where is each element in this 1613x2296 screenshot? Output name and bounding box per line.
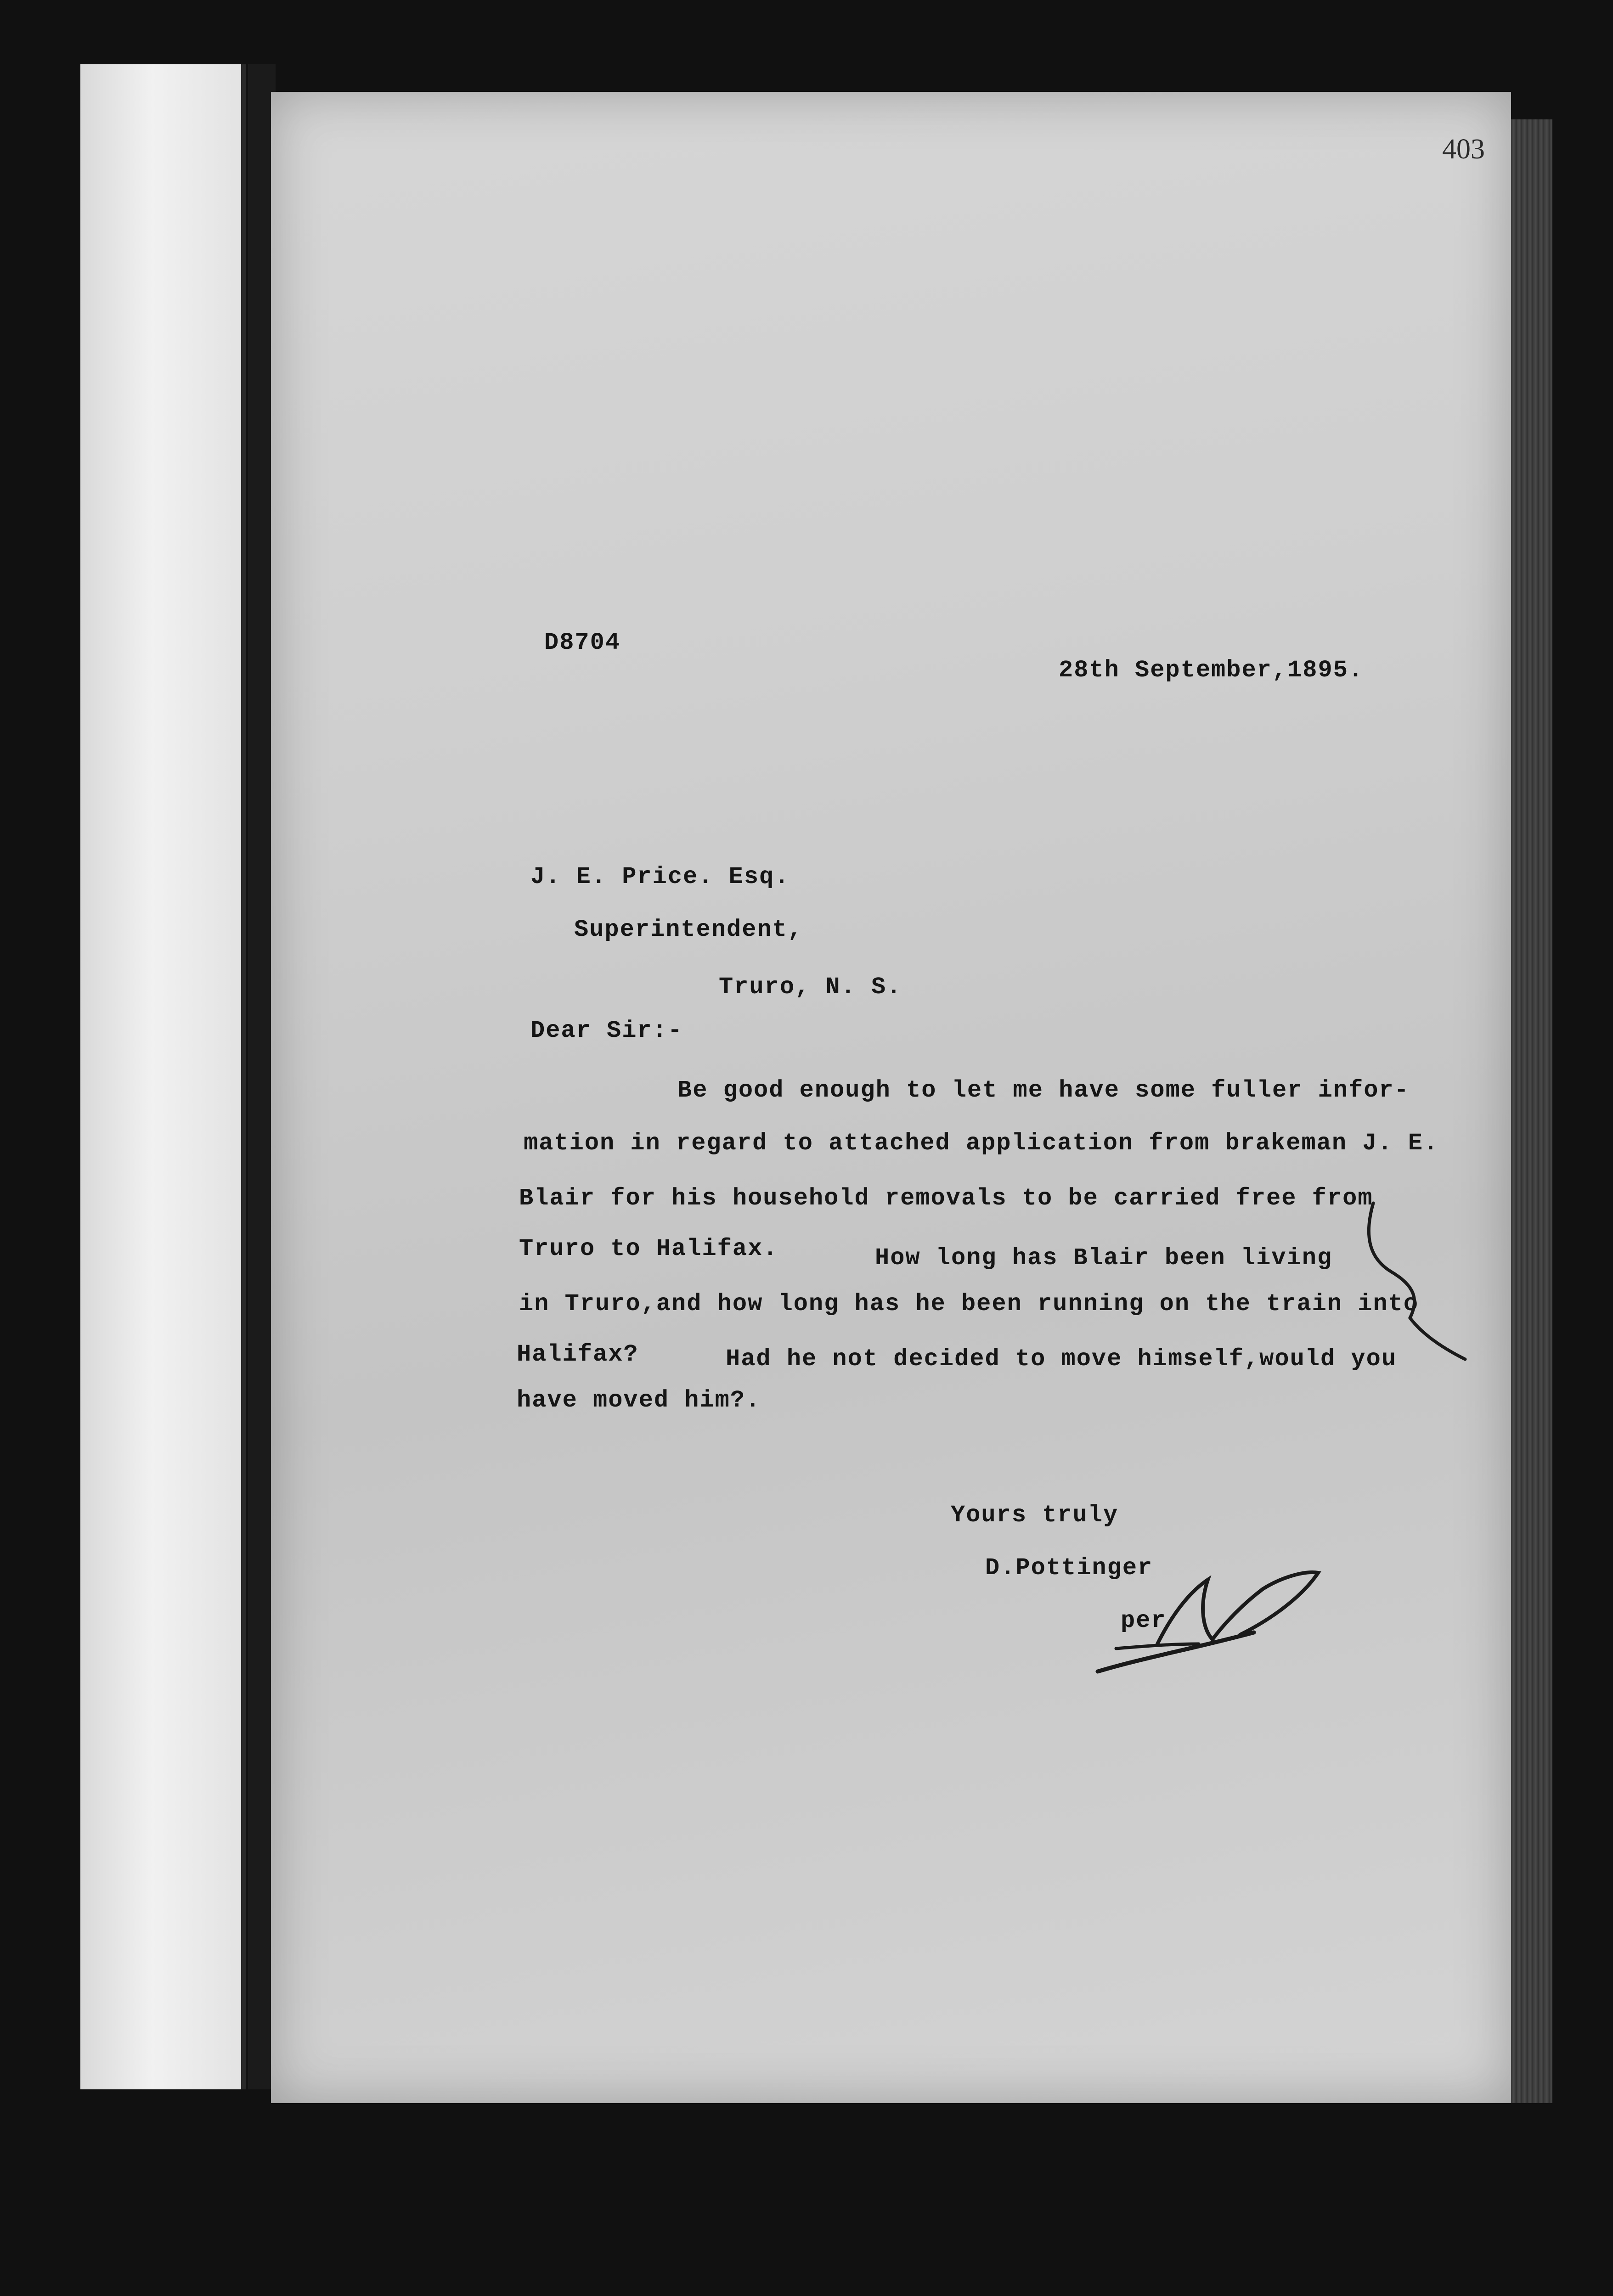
- body-line: How long has Blair been living: [875, 1244, 1333, 1272]
- recipient-title: Superintendent,: [574, 916, 803, 943]
- letter-reference: D8704: [544, 629, 621, 656]
- body-line: Had he not decided to move himself,would you: [726, 1345, 1397, 1373]
- salutation: Dear Sir:-: [530, 1017, 683, 1044]
- sender-name: D.Pottinger: [985, 1554, 1153, 1581]
- body-line: mation in regard to attached application from brakeman J. E.: [524, 1130, 1439, 1157]
- margin-pencil-mark: [1364, 1194, 1474, 1368]
- letter-date: 28th September,1895.: [1059, 657, 1364, 684]
- handwritten-signature: [1088, 1552, 1327, 1690]
- closing: Yours truly: [951, 1502, 1119, 1529]
- body-line: Halifax?: [517, 1341, 639, 1368]
- recipient-location: Truro, N. S.: [719, 974, 902, 1001]
- recipient-name: J. E. Price. Esq.: [530, 863, 790, 890]
- left-page-strip: [80, 64, 246, 2089]
- body-line: in Truro,and how long has he been running on the train into: [519, 1290, 1419, 1317]
- body-line: have moved him?.: [517, 1387, 761, 1414]
- per-text: per: [1121, 1607, 1167, 1634]
- body-line: Blair for his household removals to be carried free from: [519, 1185, 1373, 1212]
- body-line: Truro to Halifax.: [519, 1235, 778, 1262]
- page-edge: [1511, 119, 1552, 2103]
- page-number: 403: [1442, 134, 1485, 165]
- body-line: Be good enough to let me have some fuller infor-: [677, 1077, 1410, 1104]
